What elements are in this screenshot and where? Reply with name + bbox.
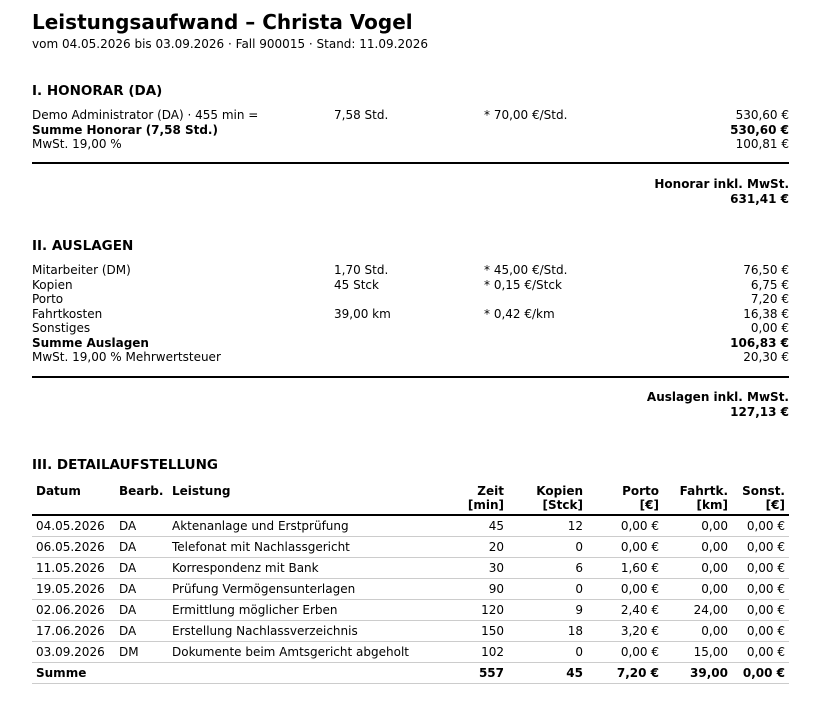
- section-heading-auslagen: II. AUSLAGEN: [32, 238, 134, 254]
- cell-time: 90: [423, 579, 508, 600]
- honorar-line-amount: 100,81 €: [735, 137, 789, 151]
- honorar-line-label: Summe Honorar (7,58 Std.): [32, 122, 218, 137]
- auslagen-line-label: Summe Auslagen: [32, 335, 149, 350]
- cell-editor: DA: [115, 558, 168, 579]
- honorar-line-rate: * 70,00 €/Std.: [484, 108, 568, 122]
- honorar-line-label: MwSt. 19,00 %: [32, 137, 122, 151]
- auslagen-line-amount: 76,50 €: [743, 263, 789, 277]
- cell-service: Ermittlung möglicher Erben: [168, 600, 423, 621]
- cell-other: 0,00 €: [732, 642, 789, 663]
- column-header-time: [423, 484, 508, 515]
- section-heading-honorar: I. HONORAR (DA): [32, 83, 163, 99]
- auslagen-line-amount: 0,00 €: [750, 321, 789, 335]
- cell-editor: DA: [115, 600, 168, 621]
- cell-editor: DA: [115, 579, 168, 600]
- cell-editor: DA: [115, 621, 168, 642]
- column-header-editor: [115, 484, 168, 515]
- cell-other: 0,00 €: [732, 663, 789, 684]
- column-header-label: Sonst.: [742, 484, 785, 498]
- column-header-postage: [587, 484, 663, 515]
- detail-table: [32, 484, 789, 684]
- cell-travel: 0,00: [663, 621, 732, 642]
- page-title: Leistungsaufwand – Christa Vogel: [32, 10, 413, 34]
- honorar-line-amount: 530,60 €: [735, 108, 789, 122]
- column-header-label: Kopien: [536, 484, 583, 498]
- column-header-date: [32, 484, 115, 515]
- cell-other: 0,00 €: [732, 537, 789, 558]
- cell-time: 30: [423, 558, 508, 579]
- cell-service: Prüfung Vermögensunterlagen: [168, 579, 423, 600]
- cell-postage: 3,20 €: [587, 621, 663, 642]
- cell-date: 03.09.2026: [32, 642, 115, 663]
- cell-postage: 0,00 €: [587, 515, 663, 537]
- honorar-total: [654, 177, 789, 207]
- cell-copies: 0: [508, 579, 587, 600]
- honorar-total-label: Honorar inkl. MwSt.: [654, 177, 789, 191]
- sum-row: [32, 663, 789, 684]
- cell-travel: 0,00: [663, 537, 732, 558]
- cell-other: 0,00 €: [732, 600, 789, 621]
- auslagen-divider: [32, 376, 789, 378]
- honorar-total-value: 631,41 €: [730, 192, 789, 206]
- auslagen-line-amount: 16,38 €: [743, 306, 789, 321]
- cell-service: Erstellung Nachlassverzeichnis: [168, 621, 423, 642]
- cell-editor: DA: [115, 537, 168, 558]
- auslagen-total: [647, 390, 789, 420]
- column-header-unit: [€]: [765, 498, 785, 512]
- honorar-line-qty: 7,58 Std.: [334, 108, 389, 122]
- honorar-line-label: Demo Administrator (DA) · 455 min =: [32, 108, 259, 122]
- cell-copies: 9: [508, 600, 587, 621]
- cell-copies: 6: [508, 558, 587, 579]
- cell-service: Telefonat mit Nachlassgericht: [168, 537, 423, 558]
- auslagen-line-label: Porto: [32, 292, 64, 306]
- column-header-unit: [172, 498, 419, 512]
- cell-copies: 0: [508, 537, 587, 558]
- cell-date: 04.05.2026: [32, 515, 115, 537]
- auslagen-line-label: Fahrtkosten: [32, 306, 103, 321]
- cell-editor: DM: [115, 642, 168, 663]
- cell-postage: 0,00 €: [587, 579, 663, 600]
- auslagen-line-amount: 6,75 €: [750, 277, 789, 292]
- cell-other: 0,00 €: [732, 621, 789, 642]
- auslagen-lines: [32, 263, 789, 365]
- auslagen-line-rate: * 0,42 €/km: [484, 306, 555, 321]
- auslagen-total-value: 127,13 €: [730, 405, 789, 419]
- cell-postage: 2,40 €: [587, 600, 663, 621]
- cell-postage: 0,00 €: [587, 642, 663, 663]
- cell-postage: 1,60 €: [587, 558, 663, 579]
- table-row: [32, 558, 789, 579]
- column-header-unit: [€]: [639, 498, 659, 512]
- cell-other: 0,00 €: [732, 579, 789, 600]
- cell-service: Aktenanlage und Erstprüfung: [168, 515, 423, 537]
- table-row: [32, 579, 789, 600]
- auslagen-line: [32, 292, 789, 307]
- table-row: [32, 621, 789, 642]
- auslagen-line-label: Kopien: [32, 277, 73, 292]
- column-header-unit: [km]: [696, 498, 728, 512]
- cell-travel: 24,00: [663, 600, 732, 621]
- column-header-label: Porto: [622, 484, 659, 498]
- cell-travel: 0,00: [663, 579, 732, 600]
- cell-copies: 0: [508, 642, 587, 663]
- cell-service: [168, 663, 423, 684]
- column-header-label: Zeit: [477, 484, 504, 498]
- column-header-unit: [min]: [467, 498, 504, 512]
- cell-date: 06.05.2026: [32, 537, 115, 558]
- cell-date: 19.05.2026: [32, 579, 115, 600]
- cell-date: 02.06.2026: [32, 600, 115, 621]
- auslagen-line: [32, 336, 789, 351]
- honorar-line: [32, 137, 789, 152]
- auslagen-line: [32, 263, 789, 278]
- cell-time: 20: [423, 537, 508, 558]
- cell-travel: 0,00: [663, 515, 732, 537]
- cell-other: 0,00 €: [732, 515, 789, 537]
- cell-postage: 0,00 €: [587, 537, 663, 558]
- cell-copies: 45: [508, 663, 587, 684]
- auslagen-line-qty: 39,00 km: [334, 306, 391, 321]
- cell-date: 17.06.2026: [32, 621, 115, 642]
- column-header-copies: [508, 484, 587, 515]
- auslagen-line: [32, 278, 789, 293]
- cell-postage: 7,20 €: [587, 663, 663, 684]
- cell-time: 150: [423, 621, 508, 642]
- cell-time: 120: [423, 600, 508, 621]
- column-header-other: [732, 484, 789, 515]
- cell-editor: [115, 663, 168, 684]
- column-header-unit: [Stck]: [542, 498, 583, 512]
- column-header-label: Datum: [36, 484, 81, 498]
- honorar-divider: [32, 162, 789, 164]
- auslagen-line-qty: 45 Stck: [334, 277, 379, 292]
- auslagen-line-amount: 106,83 €: [730, 335, 789, 350]
- cell-time: 45: [423, 515, 508, 537]
- cell-other: 0,00 €: [732, 558, 789, 579]
- cell-travel: 39,00: [663, 663, 732, 684]
- column-header-travel: [663, 484, 732, 515]
- honorar-line: [32, 108, 789, 123]
- detail-table-header: [32, 484, 789, 515]
- auslagen-line: [32, 307, 789, 322]
- table-row: [32, 515, 789, 537]
- honorar-line-amount: 530,60 €: [730, 122, 789, 137]
- column-header-label: Leistung: [172, 484, 231, 498]
- cell-travel: 0,00: [663, 558, 732, 579]
- auslagen-line-amount: 20,30 €: [743, 350, 789, 364]
- cell-travel: 15,00: [663, 642, 732, 663]
- cell-date: 11.05.2026: [32, 558, 115, 579]
- auslagen-line: [32, 321, 789, 336]
- cell-time: 557: [423, 663, 508, 684]
- cell-service: Dokumente beim Amtsgericht abgeholt: [168, 642, 423, 663]
- honorar-line: [32, 123, 789, 138]
- table-row: [32, 537, 789, 558]
- auslagen-line-rate: * 45,00 €/Std.: [484, 263, 568, 277]
- auslagen-line-rate: * 0,15 €/Stck: [484, 277, 562, 292]
- cell-date: Summe: [32, 663, 115, 684]
- auslagen-line-amount: 7,20 €: [750, 292, 789, 306]
- cell-editor: DA: [115, 515, 168, 537]
- column-header-label: Fahrtk.: [679, 484, 728, 498]
- cell-time: 102: [423, 642, 508, 663]
- cell-copies: 12: [508, 515, 587, 537]
- honorar-lines: [32, 108, 789, 152]
- auslagen-total-label: Auslagen inkl. MwSt.: [646, 390, 789, 404]
- auslagen-line-label: Mitarbeiter (DM): [32, 263, 131, 277]
- column-header-label: Bearb.: [119, 484, 164, 498]
- column-header-service: [168, 484, 423, 515]
- page-subtitle: vom 04.05.2026 bis 03.09.2026 · Fall 900015 · Stand: 11.09.2026: [32, 37, 428, 51]
- column-header-unit: [36, 498, 111, 512]
- column-header-unit: [119, 498, 164, 512]
- auslagen-line-label: Sonstiges: [32, 321, 91, 335]
- cell-service: Korrespondenz mit Bank: [168, 558, 423, 579]
- cell-copies: 18: [508, 621, 587, 642]
- section-heading-detail: III. DETAILAUFSTELLUNG: [32, 457, 218, 473]
- auslagen-line-qty: 1,70 Std.: [334, 263, 389, 277]
- auslagen-line: [32, 350, 789, 365]
- auslagen-line-label: MwSt. 19,00 % Mehrwertsteuer: [32, 350, 221, 364]
- table-row: [32, 600, 789, 621]
- table-row: [32, 642, 789, 663]
